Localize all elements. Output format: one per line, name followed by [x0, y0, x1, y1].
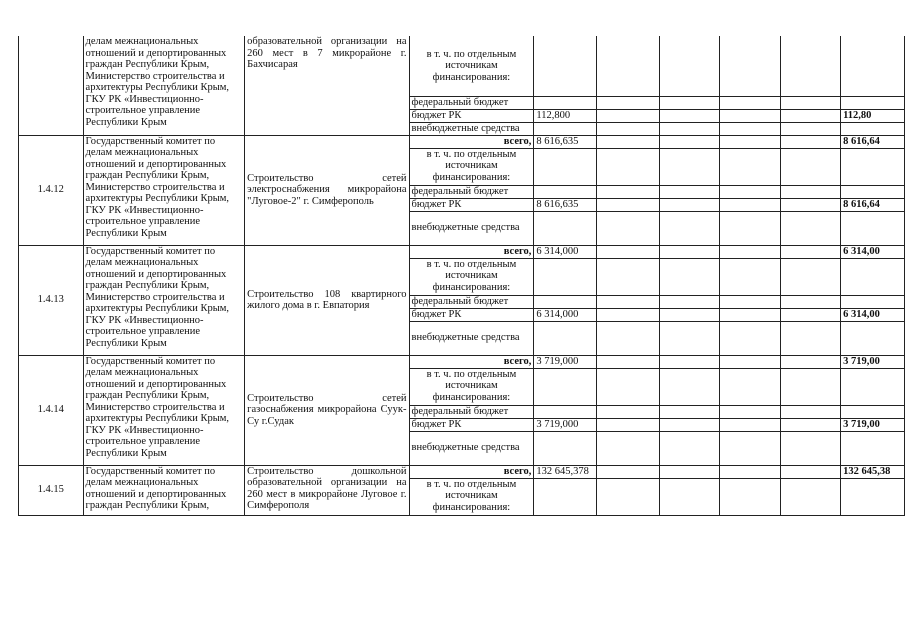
total-label: всего, [409, 135, 534, 148]
empty-cell [720, 109, 781, 122]
empty-cell [660, 211, 720, 245]
object-name: Строительство сетей газоснабжения микрорайона Суук-Су г.Судак [245, 355, 409, 465]
empty-cell [781, 109, 841, 122]
empty-cell [660, 135, 720, 148]
empty-cell [660, 198, 720, 211]
responsible-org: Государственный комитет по делам межнациональных отношений и депортированных граждан Республики Крым, Министерство строительства и архитектуры Республики Крым, ГКУ РК «Инвестиционно-строительное управление Республики Крым [83, 355, 245, 465]
empty-cell [596, 465, 660, 478]
incl-sources-label: в т. ч. по отдельным источникам финансирования: [409, 36, 534, 96]
empty-cell [841, 122, 905, 135]
empty-cell [781, 355, 841, 368]
federal-budget-label: федеральный бюджет [409, 295, 534, 308]
row-number: 1.4.12 [19, 135, 84, 245]
rk-budget-label: бюджет РК [409, 109, 534, 122]
empty-cell [841, 321, 905, 355]
total-amount: 132 645,378 [534, 465, 596, 478]
row-number: 1.4.13 [19, 245, 84, 355]
empty-cell [596, 185, 660, 198]
rk-budget-label: бюджет РК [409, 308, 534, 321]
document-page [18, 36, 905, 516]
empty-cell [720, 368, 781, 405]
empty-cell [841, 295, 905, 308]
empty-cell [781, 405, 841, 418]
empty-cell [534, 148, 596, 185]
incl-sources-label: в т. ч. по отдельным источникам финансирования: [409, 148, 534, 185]
empty-cell [720, 465, 781, 478]
empty-cell [781, 431, 841, 465]
empty-cell [596, 36, 660, 96]
federal-budget-label: федеральный бюджет [409, 405, 534, 418]
empty-cell [660, 418, 720, 431]
total-amount: 6 314,000 [534, 245, 596, 258]
rk-total: 112,80 [841, 109, 905, 122]
empty-cell [781, 148, 841, 185]
object-name: образовательной организации на 260 мест в 7 микрорайоне г. Бахчисарая [245, 36, 409, 135]
financing-table [18, 36, 905, 516]
rk-amount: 112,800 [534, 109, 596, 122]
empty-cell [534, 431, 596, 465]
empty-cell [720, 478, 781, 515]
empty-cell [596, 321, 660, 355]
empty-cell [660, 36, 720, 96]
empty-cell [596, 211, 660, 245]
empty-cell [720, 431, 781, 465]
empty-cell [720, 258, 781, 295]
empty-cell [720, 405, 781, 418]
table-row [19, 245, 905, 258]
empty-cell [841, 36, 905, 96]
object-name: Строительство дошкольной образовательной организации на 260 мест в микрорайоне Луговое г. Симферополя [245, 465, 409, 515]
empty-cell [841, 211, 905, 245]
empty-cell [660, 148, 720, 185]
empty-cell [841, 258, 905, 295]
empty-cell [720, 198, 781, 211]
total-sum: 3 719,00 [841, 355, 905, 368]
empty-cell [596, 96, 660, 109]
empty-cell [596, 148, 660, 185]
rk-budget-label: бюджет РК [409, 198, 534, 211]
responsible-org: Государственный комитет по делам межнациональных отношений и депортированных граждан Республики Крым, Министерство строительства и архитектуры Республики Крым, ГКУ РК «Инвестиционно-строительное управление Республики Крым [83, 245, 245, 355]
empty-cell [781, 211, 841, 245]
empty-cell [660, 109, 720, 122]
incl-sources-label: в т. ч. по отдельным источникам финансирования: [409, 478, 534, 515]
extra-budget-label: внебюджетные средства [409, 122, 534, 135]
total-sum: 6 314,00 [841, 245, 905, 258]
empty-cell [660, 295, 720, 308]
row-number: 1.4.14 [19, 355, 84, 465]
empty-cell [660, 96, 720, 109]
empty-cell [720, 355, 781, 368]
empty-cell [781, 368, 841, 405]
empty-cell [534, 321, 596, 355]
rk-amount: 8 616,635 [534, 198, 596, 211]
total-label: всего, [409, 245, 534, 258]
rk-total: 6 314,00 [841, 308, 905, 321]
empty-cell [596, 418, 660, 431]
table-row [19, 135, 905, 148]
empty-cell [596, 198, 660, 211]
rk-amount: 3 719,000 [534, 418, 596, 431]
federal-budget-label: федеральный бюджет [409, 185, 534, 198]
empty-cell [660, 185, 720, 198]
responsible-org: делам межнациональных отношений и депортированных граждан Республики Крым, Министерство строительства и архитектуры Республики Крым, ГКУ РК «Инвестиционно-строительное управление Республики Крым [83, 36, 245, 135]
total-amount: 8 616,635 [534, 135, 596, 148]
incl-sources-label: в т. ч. по отдельным источникам финансирования: [409, 368, 534, 405]
empty-cell [720, 122, 781, 135]
empty-cell [720, 308, 781, 321]
empty-cell [660, 465, 720, 478]
empty-cell [596, 109, 660, 122]
empty-cell [596, 308, 660, 321]
total-amount: 3 719,000 [534, 355, 596, 368]
table-row [19, 355, 905, 368]
empty-cell [720, 148, 781, 185]
empty-cell [660, 368, 720, 405]
extra-budget-label: внебюджетные средства [409, 431, 534, 465]
empty-cell [596, 258, 660, 295]
empty-cell [781, 185, 841, 198]
empty-cell [660, 122, 720, 135]
empty-cell [660, 245, 720, 258]
rk-amount: 6 314,000 [534, 308, 596, 321]
table-row [19, 465, 905, 478]
empty-cell [781, 135, 841, 148]
empty-cell [534, 122, 596, 135]
empty-cell [781, 96, 841, 109]
empty-cell [596, 478, 660, 515]
empty-cell [596, 122, 660, 135]
empty-cell [534, 258, 596, 295]
empty-cell [720, 36, 781, 96]
row-number: 1.4.15 [19, 465, 84, 515]
empty-cell [781, 308, 841, 321]
empty-cell [720, 295, 781, 308]
empty-cell [660, 321, 720, 355]
rk-total: 8 616,64 [841, 198, 905, 211]
total-label: всего, [409, 355, 534, 368]
empty-cell [781, 245, 841, 258]
empty-cell [781, 36, 841, 96]
empty-cell [534, 96, 596, 109]
empty-cell [781, 258, 841, 295]
empty-cell [781, 418, 841, 431]
empty-cell [596, 295, 660, 308]
empty-cell [534, 295, 596, 308]
empty-cell [534, 36, 596, 96]
empty-cell [660, 431, 720, 465]
empty-cell [720, 321, 781, 355]
empty-cell [841, 478, 905, 515]
empty-cell [596, 355, 660, 368]
empty-cell [720, 211, 781, 245]
empty-cell [534, 368, 596, 405]
federal-budget-label: федеральный бюджет [409, 96, 534, 109]
object-name: Строительство сетей электроснабжения микрорайона "Луговое-2" г. Симферополь [245, 135, 409, 245]
empty-cell [534, 478, 596, 515]
empty-cell [720, 418, 781, 431]
empty-cell [596, 431, 660, 465]
empty-cell [841, 368, 905, 405]
empty-cell [841, 431, 905, 465]
empty-cell [660, 258, 720, 295]
total-label: всего, [409, 465, 534, 478]
empty-cell [534, 405, 596, 418]
extra-budget-label: внебюджетные средства [409, 321, 534, 355]
empty-cell [781, 198, 841, 211]
rk-total: 3 719,00 [841, 418, 905, 431]
empty-cell [660, 308, 720, 321]
empty-cell [596, 135, 660, 148]
object-name: Строительство 108 квартирного жилого дома в г. Евпатория [245, 245, 409, 355]
total-sum: 132 645,38 [841, 465, 905, 478]
empty-cell [841, 185, 905, 198]
empty-cell [660, 478, 720, 515]
empty-cell [596, 368, 660, 405]
incl-sources-label: в т. ч. по отдельным источникам финансирования: [409, 258, 534, 295]
rk-budget-label: бюджет РК [409, 418, 534, 431]
empty-cell [781, 321, 841, 355]
empty-cell [720, 96, 781, 109]
total-sum: 8 616,64 [841, 135, 905, 148]
empty-cell [660, 405, 720, 418]
extra-budget-label: внебюджетные средства [409, 211, 534, 245]
empty-cell [534, 211, 596, 245]
empty-cell [720, 185, 781, 198]
responsible-org: Государственный комитет по делам межнациональных отношений и депортированных граждан Республики Крым, Министерство строительства и архитектуры Республики Крым, ГКУ РК «Инвестиционно-строительное управление Республики Крым [83, 135, 245, 245]
empty-cell [781, 122, 841, 135]
empty-cell [596, 245, 660, 258]
empty-cell [534, 185, 596, 198]
empty-cell [720, 245, 781, 258]
empty-cell [781, 465, 841, 478]
empty-cell [660, 355, 720, 368]
empty-cell [841, 405, 905, 418]
empty-cell [720, 135, 781, 148]
empty-cell [781, 295, 841, 308]
empty-cell [596, 405, 660, 418]
table-row [19, 36, 905, 96]
empty-cell [841, 148, 905, 185]
responsible-org: Государственный комитет по делам межнациональных отношений и депортированных граждан Республики Крым, [83, 465, 245, 515]
empty-cell [841, 96, 905, 109]
empty-cell [781, 478, 841, 515]
row-number [19, 36, 84, 135]
